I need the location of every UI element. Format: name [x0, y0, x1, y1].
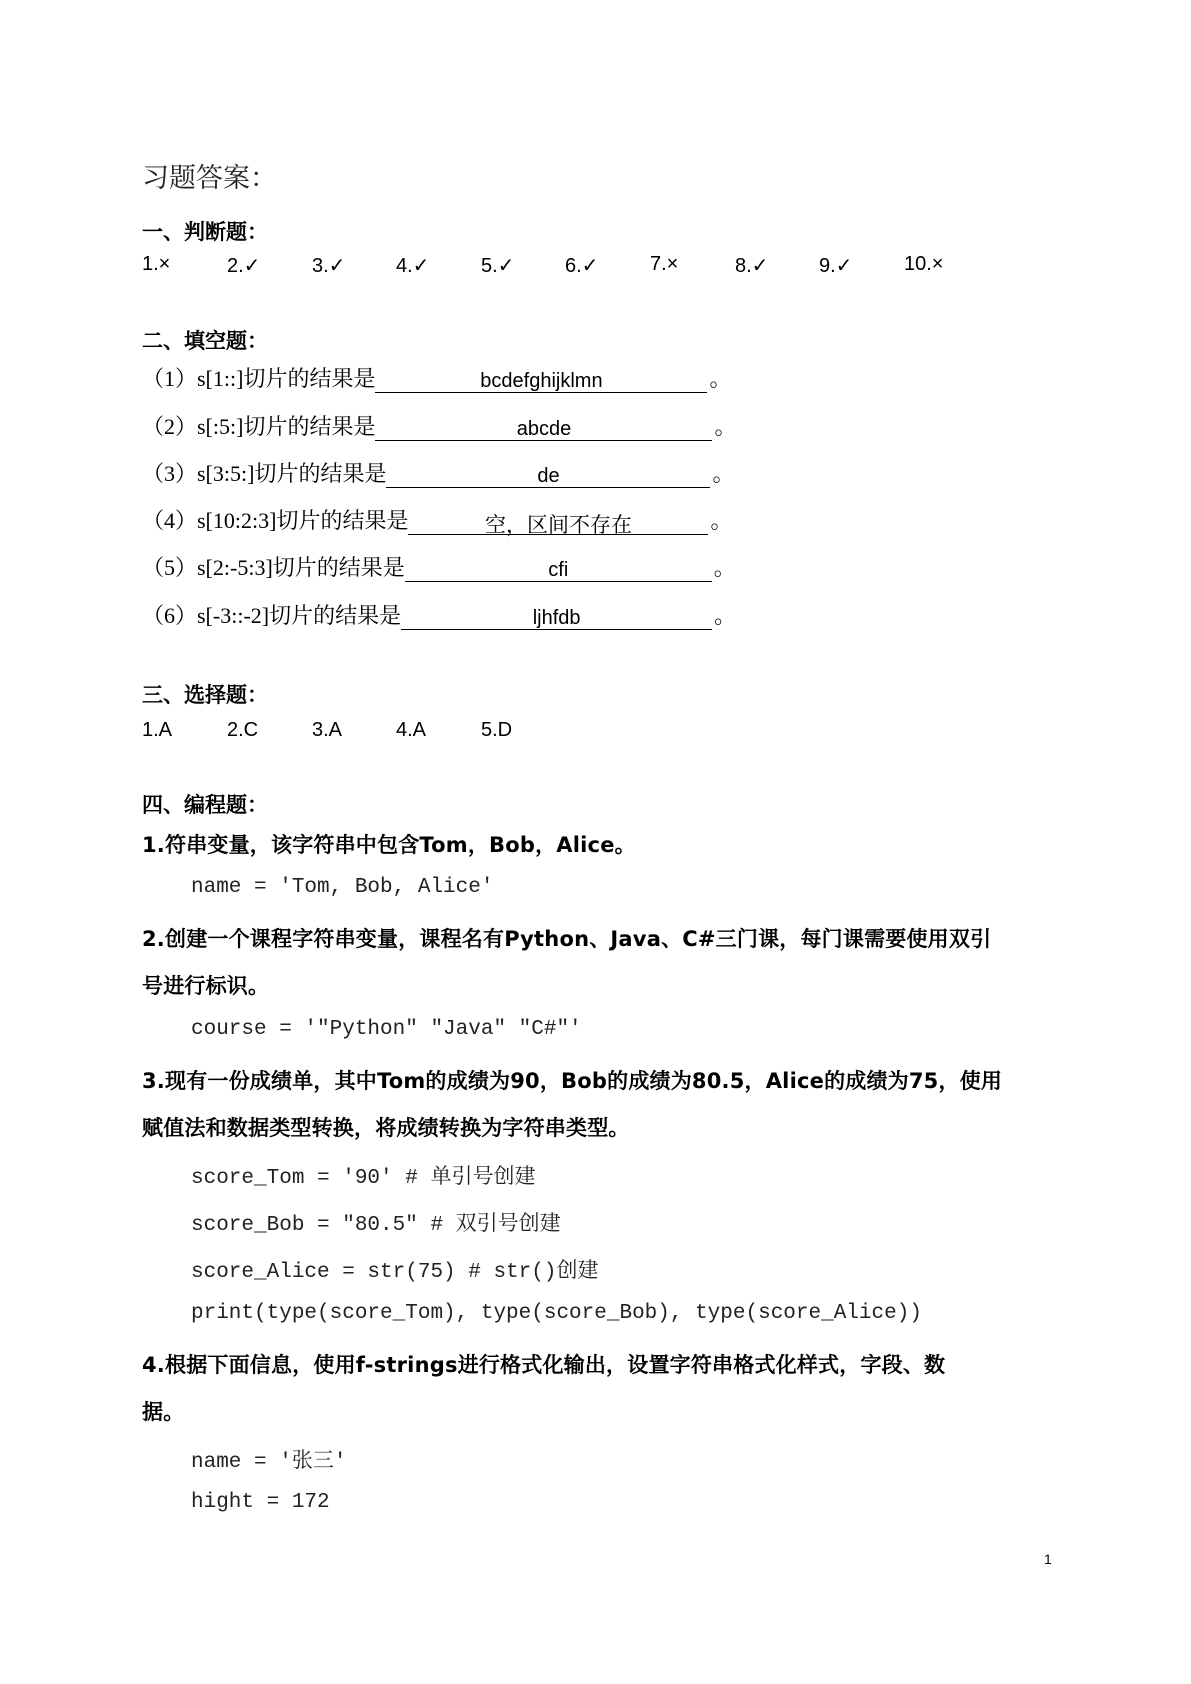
fill-question: （5）s[2:-5:3]切片的结果是: [142, 555, 405, 580]
fill-item: [142, 551, 736, 583]
fill-question: （2）s[:5:]切片的结果是: [142, 414, 376, 439]
fill-item: [142, 457, 734, 489]
fill-item: [142, 410, 736, 442]
judge-answer: 6.✓: [565, 255, 599, 277]
page-title: 习题答案：: [142, 163, 277, 194]
judge-answer: 7.×: [650, 253, 679, 275]
code-line: name = '张三': [191, 1451, 347, 1474]
fill-period: 。: [714, 603, 737, 628]
choice-answer: 4.A: [396, 719, 427, 741]
code-line: course = '"Python" "Java" "C#"': [191, 1018, 582, 1041]
fill-blank: [375, 412, 712, 441]
fill-blank: [408, 506, 708, 535]
fill-period: 。: [709, 366, 732, 391]
fill-blank: [401, 601, 712, 630]
fill-answer: abcde: [516, 418, 572, 440]
fill-period: 。: [714, 414, 737, 439]
fill-answer: bcdefghijklmn: [480, 370, 603, 392]
fill-blank: [375, 364, 707, 393]
fill-question: （3）s[3:5:]切片的结果是: [142, 461, 387, 486]
choice-answer: 1.A: [142, 719, 173, 741]
fill-answer: de: [537, 465, 560, 487]
fill-question: （4）s[10:2:3]切片的结果是: [142, 508, 409, 533]
judge-answer: 3.✓: [312, 255, 346, 277]
programming-question-1: 1.符串变量，该字符串中包含Tom，Bob，Alice。: [142, 833, 636, 857]
code-line: print(type(score_Tom), type(score_Bob), type(score_Alice)): [191, 1302, 922, 1325]
fill-question: （6）s[-3::-2]切片的结果是: [142, 603, 402, 628]
judge-answer: 4.✓: [396, 255, 430, 277]
code-line: hight = 172: [191, 1491, 330, 1514]
code-line: score_Bob = "80.5" # 双引号创建: [191, 1214, 561, 1237]
programming-question-2: 2.创建一个课程字符串变量，课程名有Python、Java、C#三门课，每门课需要使用双引: [142, 927, 992, 951]
page-number: 1: [1044, 1551, 1052, 1567]
judge-answer: 1.×: [142, 253, 171, 275]
choice-answer: 3.A: [312, 719, 343, 741]
fill-answer: 空，区间不存在: [484, 513, 632, 537]
section-heading-fill: 二、填空题：: [142, 329, 268, 353]
fill-item: [142, 362, 731, 394]
programming-question-4-cont: 据。: [142, 1400, 185, 1424]
programming-question-2-cont: 号进行标识。: [142, 974, 270, 998]
judge-answer: 10.×: [904, 253, 944, 275]
fill-item: [142, 504, 732, 536]
fill-period: 。: [710, 508, 733, 533]
programming-question-4: 4.根据下面信息，使用f-strings进行格式化输出，设置字符串格式化样式，字段、数: [142, 1353, 946, 1377]
fill-question: （1）s[1::]切片的结果是: [142, 366, 376, 391]
fill-period: 。: [713, 555, 736, 580]
judge-answer: 5.✓: [481, 255, 515, 277]
code-line: score_Alice = str(75) # str()创建: [191, 1261, 599, 1284]
fill-blank: [386, 459, 710, 488]
fill-answer: ljhfdb: [532, 607, 581, 629]
judge-answer: 2.✓: [227, 255, 261, 277]
section-heading-choice: 三、选择题：: [142, 683, 268, 707]
fill-period: 。: [712, 461, 735, 486]
section-heading-judge: 一、判断题：: [142, 220, 268, 244]
programming-question-3-cont: 赋值法和数据类型转换，将成绩转换为字符串类型。: [142, 1116, 630, 1140]
choice-answer: 5.D: [481, 719, 513, 741]
section-heading-programming: 四、编程题：: [142, 793, 268, 817]
fill-item: [142, 599, 736, 631]
choice-answer: 2.C: [227, 719, 259, 741]
judge-answer: 8.✓: [735, 255, 769, 277]
code-line: score_Tom = '90' # 单引号创建: [191, 1167, 536, 1190]
fill-answer: cfi: [548, 559, 569, 581]
programming-question-3: 3.现有一份成绩单，其中Tom的成绩为90，Bob的成绩为80.5，Alice的成绩为75，使用: [142, 1069, 1003, 1093]
fill-blank: [405, 553, 712, 582]
code-line: name = 'Tom, Bob, Alice': [191, 876, 494, 899]
judge-answer: 9.✓: [819, 255, 853, 277]
